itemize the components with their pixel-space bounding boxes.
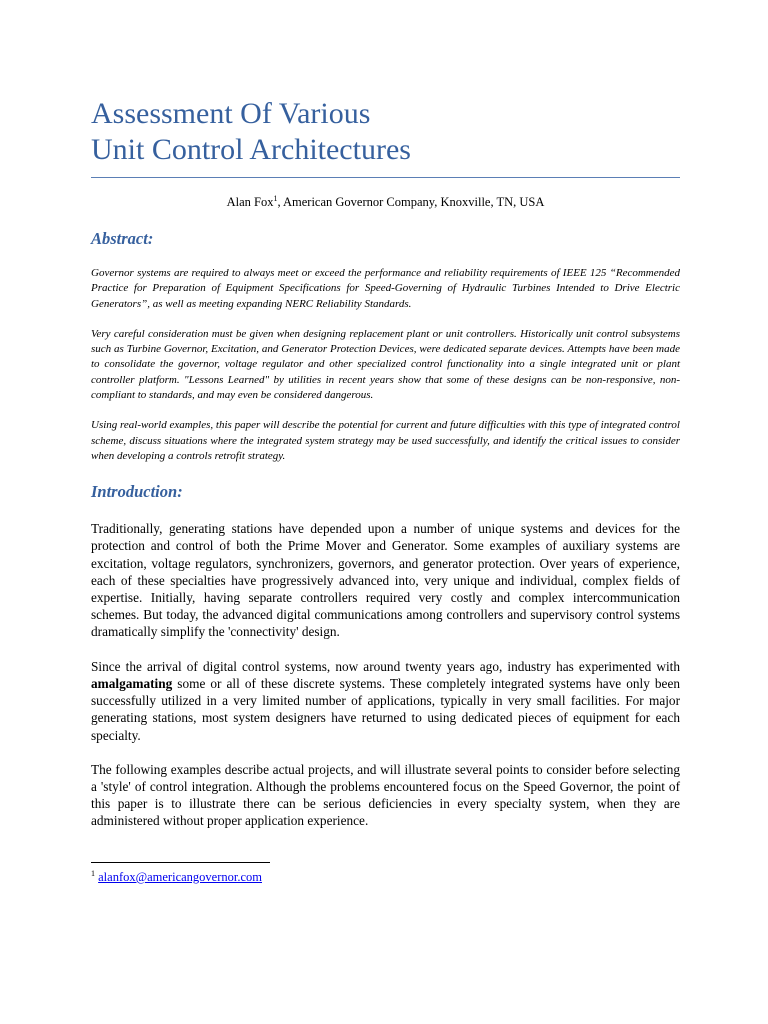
introduction-paragraph-1: Traditionally, generating stations have depended upon a number of unique systems and devices for the protection and control of both the Prime Mover and Generator. Some examples of auxiliary systems are excitation, voltage regulators, synchronizers, governors, and generator protection. Over years of experience, each of these specialties have progressively advanced into, very unique and individual, complex fields of expertise. Initially, having separate controllers required very costly and complex intercommunication schemes. But today, the advanced digital communications among controllers and supervisory control systems dramatically simplify the 'connectivity' design. bbox=[91, 521, 680, 640]
footnote-divider bbox=[91, 862, 270, 863]
title-divider bbox=[91, 177, 680, 178]
footnote bbox=[91, 869, 262, 885]
title-line-2: Unit Control Architectures bbox=[91, 133, 411, 166]
abstract-heading: Abstract: bbox=[91, 229, 154, 248]
introduction-paragraph-2 bbox=[91, 658, 680, 744]
footnote-marker: 1 bbox=[91, 869, 95, 878]
paper-title bbox=[91, 0, 680, 168]
title-line-1: Assessment Of Various bbox=[91, 97, 371, 130]
author-line bbox=[91, 194, 680, 210]
abstract-paragraph-1: Governor systems are required to always meet or exceed the performance and reliability requirements of IEEE 125 “Recommended Practice for Preparation of Equipment Specifications for Speed-Governing of Hydraulic Turbines Intended to Drive Electric Generators”, as well as meeting expanding NERC Reliability Standards. bbox=[91, 267, 680, 310]
introduction-paragraph-3: The following examples describe actual projects, and will illustrate several points to consider before selecting a 'style' of control integration. Although the problems encountered focus on the Speed Governor, the point of this paper is to illustrate there can be serious deficiencies in every specialty system, when they are administered without proper application experience. bbox=[91, 761, 680, 829]
amalgamating-term: amalgamating bbox=[91, 675, 173, 691]
introduction-paragraph-2-lead: Since the arrival of digital control systems, now around twenty years ago, industry has experimented with bbox=[91, 658, 680, 674]
author-email-link[interactable]: alanfox@americangovernor.com bbox=[98, 870, 262, 884]
author-footnote-marker: 1 bbox=[273, 194, 278, 203]
introduction-paragraph-2-rest: some or all of these discrete systems. These completely integrated systems have only been successfully utilized in a very limited number of applications, typically in very small facilities. For major generating stations, most system designers have returned to using dedicated pieces of equipment for each specialty. bbox=[91, 675, 680, 743]
abstract-paragraph-3: Using real-world examples, this paper will describe the potential for current and future difficulties with this type of integrated control scheme, discuss situations where the integrated system strategy may be used successfully, and identify the critical issues to consider when developing a controls retrofit strategy. bbox=[91, 419, 680, 462]
paper-page bbox=[91, 0, 680, 830]
abstract-paragraph-2: Very careful consideration must be given when designing replacement plant or unit controllers. Historically unit control subsystems such as Turbine Governor, Excitation, and Generator Protection Devices, were dedicated separate devices. Attempts have been made to consolidate the governor, voltage regulator and other specialized control functionality into a single integrated unit or plant controller platform. "Lessons Learned" by utilities in recent years show that some of these designs can be non-responsive, non-compliant to standards, and may even be considered dangerous. bbox=[91, 327, 680, 402]
author-affiliation: , American Governor Company, Knoxville, TN, USA bbox=[277, 195, 545, 209]
introduction-heading: Introduction: bbox=[91, 482, 183, 502]
author-name: Alan Fox bbox=[226, 195, 274, 209]
